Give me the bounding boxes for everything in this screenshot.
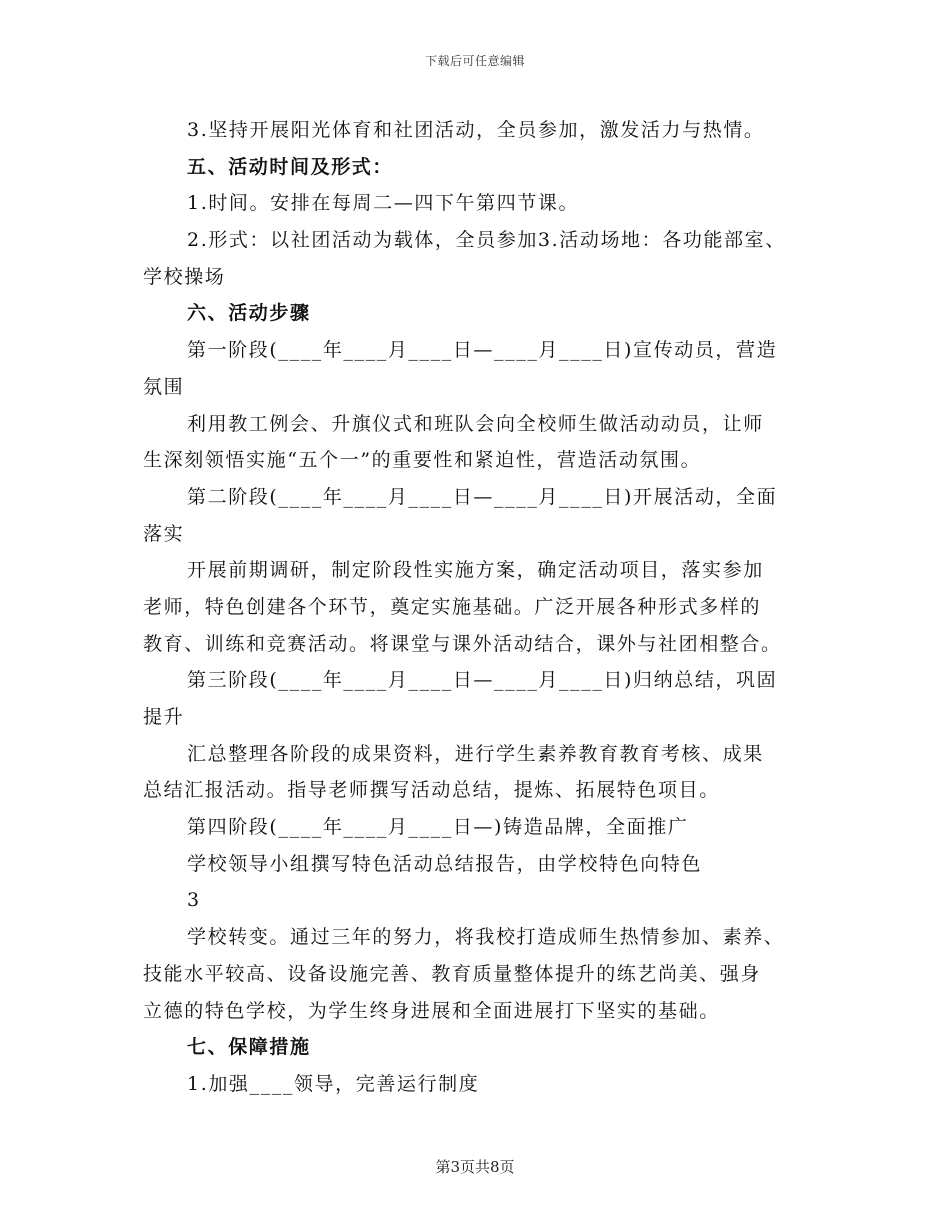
paragraph-line: 第四阶段(____年____月____日—)铸造品牌，全面推广 xyxy=(187,816,689,839)
paragraph-line: 3 xyxy=(187,889,201,912)
paragraph-line: 教育、训练和竞赛活动。将课堂与课外活动结合，课外与社团相整合。 xyxy=(143,632,782,655)
paragraph-line: 老师，特色创建各个环节，奠定实施基础。广泛开展各种形式多样的 xyxy=(143,595,762,618)
section-heading: 五、活动时间及形式： xyxy=(187,155,394,178)
paragraph-line: 1.加强____领导，完善运行制度 xyxy=(187,1072,480,1095)
paragraph-line: 开展前期调研，制定阶段性实施方案，确定活动项目，落实参加 xyxy=(187,559,764,582)
page-footer: 第3页共8页 xyxy=(435,1158,515,1176)
paragraph-line: 汇总整理各阶段的成果资料，进行学生素养教育教育考核、成果 xyxy=(187,742,764,765)
paragraph-line: 技能水平较高、设备设施完善、教育质量整体提升的练艺尚美、强身 xyxy=(143,962,762,985)
body-text xyxy=(143,112,813,1103)
paragraph-line: 立德的特色学校，为学生终身进展和全面进展打下坚实的基础。 xyxy=(143,999,720,1022)
section-heading: 六、活动步骤 xyxy=(187,302,311,325)
paragraph-line: 生深刻领悟实施“五个一”的重要性和紧迫性，营造活动氛围。 xyxy=(143,449,702,472)
paragraph-line: 2.形式：以社团活动为载体，全员参加3.活动场地：各功能部室、 xyxy=(187,229,786,252)
paragraph-line: 学校操场 xyxy=(143,265,226,288)
paragraph-line: 提升 xyxy=(143,706,185,728)
paragraph-line: 第二阶段(____年____月____日—____月____日)开展活动，全面 xyxy=(187,485,778,508)
paragraph-line: 利用教工例会、升旗仪式和班队会向全校师生做活动动员，让师 xyxy=(187,412,764,435)
paragraph-line: 落实 xyxy=(143,522,185,545)
paragraph-line: 1.时间。安排在每周二—四下午第四节课。 xyxy=(187,192,580,215)
section-heading: 七、保障措施 xyxy=(187,1036,311,1059)
paragraph-line: 学校领导小组撰写特色活动总结报告，由学校特色向特色 xyxy=(187,852,703,875)
paragraph-line: 总结汇报活动。指导老师撰写活动总结，提炼、拓展特色项目。 xyxy=(143,779,720,802)
paragraph-line: 3.坚持开展阳光体育和社团活动，全员参加，激发活力与热情。 xyxy=(187,119,765,141)
paragraph-line: 第三阶段(____年____月____日—____月____日)归纳总结，巩固 xyxy=(187,669,778,692)
paragraph-line: 第一阶段(____年____月____日—____月____日)宣传动员，营造 xyxy=(187,339,778,362)
paragraph-line: 氛围 xyxy=(143,375,185,398)
paragraph-line: 学校转变。通过三年的努力，将我校打造成师生热情参加、素养、 xyxy=(187,926,785,949)
page-header: 下载后可任意编辑 xyxy=(424,54,525,68)
